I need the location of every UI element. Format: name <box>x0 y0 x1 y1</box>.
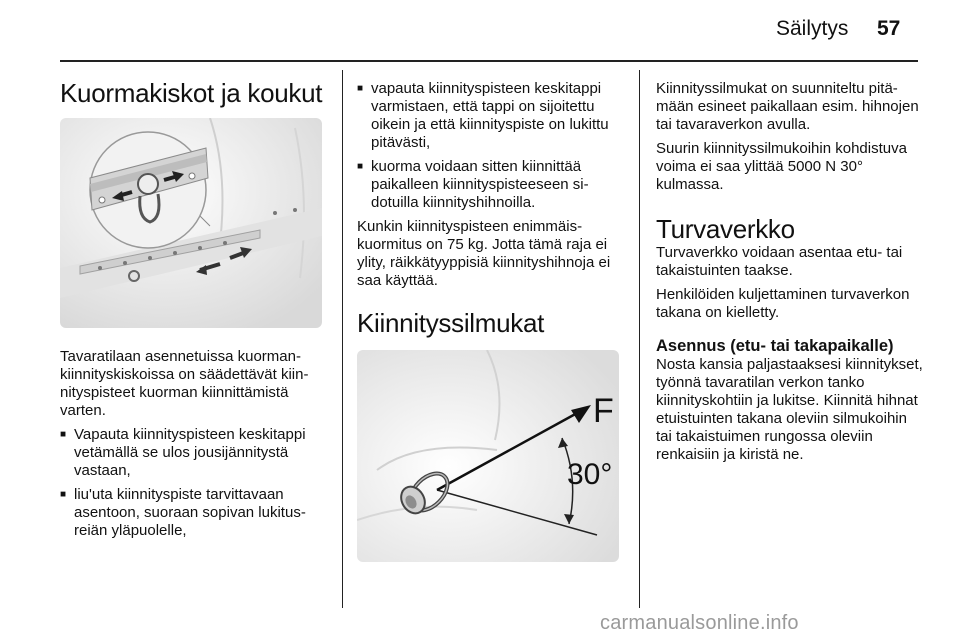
running-header-title: Säilytys <box>776 17 849 40</box>
section-heading-cargo-rails: Kuormakiskot ja koukut <box>60 78 323 108</box>
section-heading-safety-net: Turvaverkko <box>656 214 795 244</box>
column-1 <box>60 78 330 546</box>
angle-label: 30° <box>567 458 613 491</box>
section-heading-lashing-eyes: Kiinnityssilmukat <box>357 308 545 338</box>
column-divider-1 <box>342 70 343 608</box>
page-number: 57 <box>877 17 901 40</box>
cargo-rail-illustration <box>60 118 322 328</box>
safety-net-warning-text: Henkilöiden kuljettaminen turvaverkon takana on kielletty. <box>656 286 910 321</box>
list-item: ■ Vapauta kiinnityspisteen keskitappi vetämällä se ulos jousijännitystä vastaan, <box>60 426 330 480</box>
column-2 <box>357 80 625 562</box>
max-load-text: Kunkin kiinnityspisteen enimmäiskuormitus on 75 kg. Jotta tämä raja ei ylity, räikkätyyppisiä kiinnityshihnoja ei saa käyttää. <box>357 218 611 289</box>
column-3 <box>656 80 926 470</box>
lashing-eye-illustration <box>357 350 619 562</box>
list-item: ■ liu'uta kiinnityspiste tarvittavaan asentoon, suoraan sopivan lukitusreiän yläpuolelle, <box>60 486 330 540</box>
lashing-eye-force-diagram <box>357 350 619 562</box>
cargo-rail-drawing <box>60 118 322 328</box>
list-item: ■ vapauta kiinnityspisteen keskitappi varmistaen, että tappi on sijoitettu oikein ja että kiinnityspiste on lukittu pitävästi, <box>357 80 625 152</box>
list-item: ■ kuorma voidaan sitten kiinnittää paikalleen kiinnityspisteeseen sidotuilla kiinnityshihnoilla. <box>357 158 625 212</box>
cargo-rail-intro-text: Tavaratilaan asennetuissa kuormankiinnityskiskoissa on säädettävät kiinnityspisteet kuorman kiinnittämistä varten. <box>60 348 309 419</box>
force-label: F <box>593 392 614 430</box>
column-divider-2 <box>639 70 640 608</box>
installation-instructions-text: Nosta kansia paljastaaksesi kiinnitykset, työnnä tavaratilan verkon tanko kiinnityskohtiin ja lukitse. Kiinnitä hihnat etuistuinten takana oleviin silmukoihin tai takaistuimen rungossa oleviin renkaisiin ja kiristä ne. <box>656 356 923 463</box>
cargo-rail-steps-continued-list <box>357 80 625 212</box>
subheading-installation: Asennus (etu- tai takapaikalle) <box>656 337 894 355</box>
lashing-eyes-purpose-text: Kiinnityssilmukat on suunniteltu pitämään esineet paikallaan esim. hihnojen tai tavaraverkon avulla. <box>656 80 919 133</box>
cargo-rail-steps-list <box>60 426 330 540</box>
watermark: carmanualsonline.info <box>600 612 799 634</box>
header-divider <box>60 60 918 62</box>
safety-net-position-text: Turvaverkko voidaan asentaa etu- tai takaistuinten taakse. <box>656 244 903 279</box>
lashing-eyes-max-force-text: Suurin kiinnityssilmukoihin kohdistuva voima ei saa ylittää 5000 N 30° kulmassa. <box>656 140 907 193</box>
